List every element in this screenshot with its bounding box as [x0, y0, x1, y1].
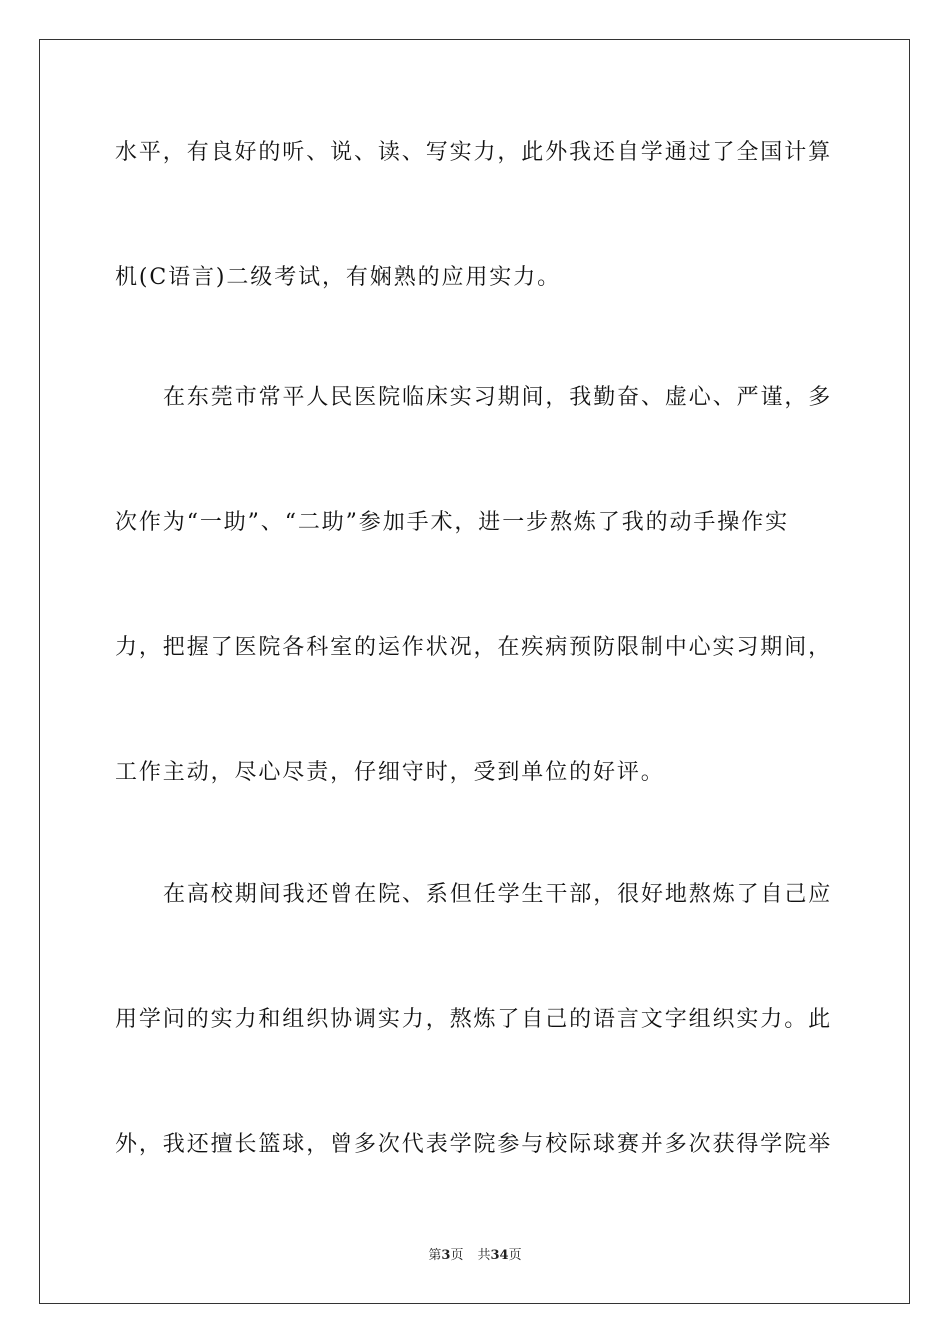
- text-line-7: 在高校期间我还曾在院、系但任学生干部，很好地熬炼了自己应: [163, 882, 833, 907]
- total-prefix: 共: [477, 1248, 491, 1263]
- total-suffix: 页: [508, 1248, 522, 1263]
- page-suffix: 页: [450, 1248, 464, 1263]
- text-line-2: 机(C语言)二级考试，有娴熟的应用实力。: [115, 265, 562, 290]
- text-line-1: 水平，有良好的听、说、读、写实力，此外我还自学通过了全国计算: [115, 140, 833, 165]
- total-pages: 34: [490, 1248, 509, 1263]
- text-line-9: 外，我还擅长篮球，曾多次代表学院参与校际球赛并多次获得学院举: [115, 1132, 833, 1157]
- page-prefix: 第: [428, 1248, 442, 1263]
- text-line-4: 次作为“一助”、“二助”参加手术，进一步熬炼了我的动手操作实: [115, 510, 789, 535]
- text-line-8: 用学问的实力和组织协调实力，熬炼了自己的语言文字组织实力。此: [115, 1007, 833, 1032]
- page-border: [39, 39, 910, 1304]
- text-line-6: 工作主动，尽心尽责，仔细守时，受到单位的好评。: [115, 760, 665, 785]
- page-number: 3: [441, 1248, 451, 1263]
- page-footer: [0, 1247, 950, 1265]
- text-line-5: 力，把握了医院各科室的运作状况，在疾病预防限制中心实习期间，: [115, 635, 833, 660]
- text-line-3: 在东莞市常平人民医院临床实习期间，我勤奋、虚心、严谨，多: [163, 385, 833, 410]
